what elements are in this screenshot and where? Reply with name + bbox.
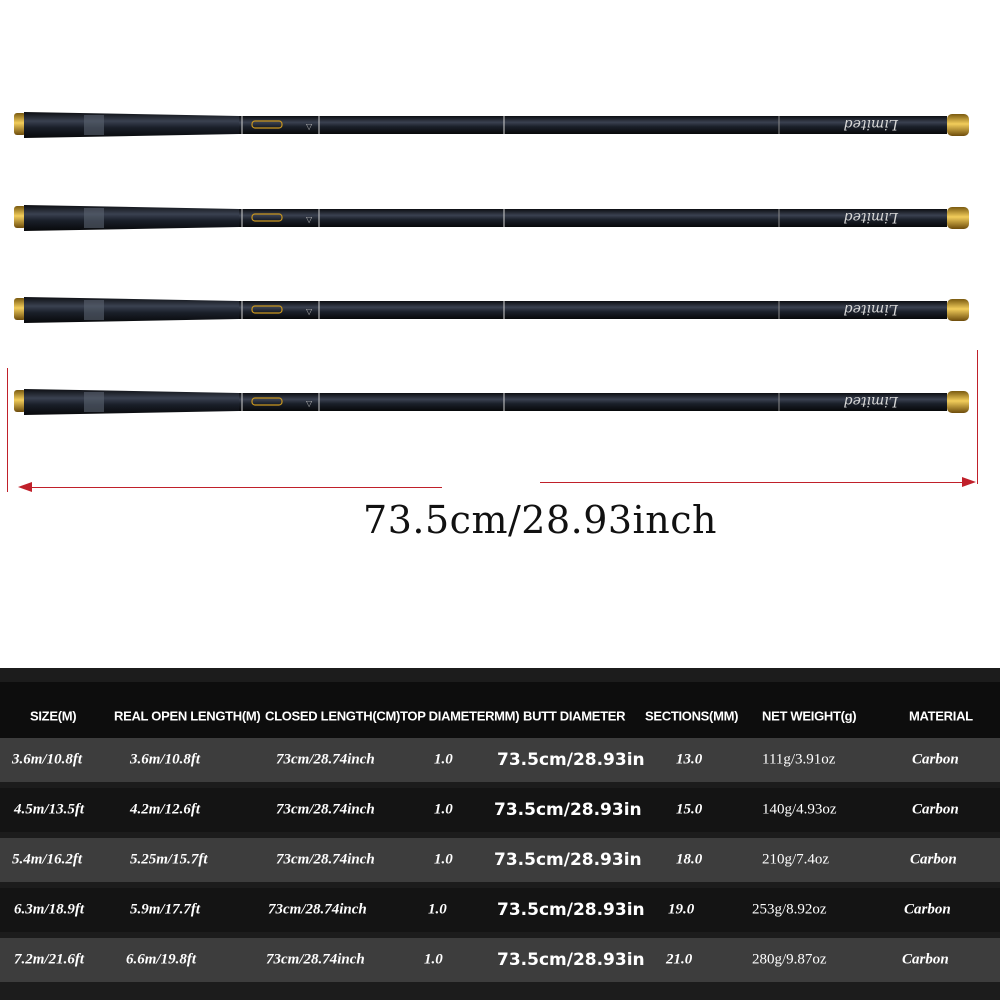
cell-butt-diameter: 73.5cm/28.93in: [497, 950, 645, 970]
rod-illustration: [0, 0, 1000, 480]
cell-closed-length: 73cm/28.74inch: [276, 801, 375, 818]
cell-open-length: 4.2m/12.6ft: [130, 801, 200, 818]
header-net-weight: NET WEIGHT(g): [762, 708, 857, 724]
cell-sections: 21.0: [666, 951, 693, 968]
cell-net-weight: 111g/3.91oz: [762, 751, 836, 768]
measure-line-right: [540, 482, 968, 483]
measure-tick-right: [977, 350, 978, 484]
cell-closed-length: 73cm/28.74inch: [266, 951, 365, 968]
cell-sections: 18.0: [676, 851, 703, 868]
cell-material: Carbon: [910, 851, 957, 868]
cell-material: Carbon: [904, 901, 951, 918]
cell-material: Carbon: [912, 751, 959, 768]
measure-tick-left: [7, 368, 8, 492]
cell-material: Carbon: [902, 951, 949, 968]
cell-butt-diameter: 73.5cm/28.93in: [497, 750, 645, 770]
header-top-diameter: TOP DIAMETERMM): [400, 708, 520, 724]
cell-size: 5.4m/16.2ft: [12, 851, 82, 868]
cell-top-diameter: 1.0: [434, 801, 453, 818]
table-row: [0, 788, 1000, 832]
svg-text:▽: ▽: [306, 399, 313, 408]
tip-cap: [947, 391, 969, 413]
cell-open-length: 3.6m/10.8ft: [130, 751, 200, 768]
header-size: SIZE(M): [30, 708, 77, 724]
cell-net-weight: 140g/4.93oz: [762, 801, 837, 818]
tip-cap: [947, 299, 969, 321]
fishing-rod-image: [14, 387, 972, 417]
cell-size: 6.3m/18.9ft: [14, 901, 84, 918]
cell-closed-length: 73cm/28.74inch: [276, 851, 375, 868]
cell-open-length: 6.6m/19.8ft: [126, 951, 196, 968]
fishing-rod-image: [14, 203, 972, 233]
spec-table-header: [0, 682, 1000, 742]
cell-closed-length: 73cm/28.74inch: [276, 751, 375, 768]
svg-text:▽: ▽: [306, 307, 313, 316]
rod-label: Limited: [843, 301, 898, 317]
cell-sections: 13.0: [676, 751, 703, 768]
cell-butt-diameter: 73.5cm/28.93in: [494, 850, 642, 870]
cell-closed-length: 73cm/28.74inch: [268, 901, 367, 918]
cell-top-diameter: 1.0: [424, 951, 443, 968]
rod-label: Limited: [843, 116, 898, 132]
table-row: [0, 838, 1000, 882]
cell-top-diameter: 1.0: [428, 901, 447, 918]
header-closed-length: CLOSED LENGTH(CM): [265, 708, 400, 724]
cell-material: Carbon: [912, 801, 959, 818]
svg-text:▽: ▽: [306, 122, 313, 131]
cell-net-weight: 253g/8.92oz: [752, 901, 827, 918]
header-open-length: REAL OPEN LENGTH(M): [114, 708, 261, 724]
cell-size: 7.2m/21.6ft: [14, 951, 84, 968]
closed-length-caption: 73.5cm/28.93inch: [363, 498, 717, 542]
cell-butt-diameter: 73.5cm/28.93in: [494, 800, 642, 820]
cell-size: 4.5m/13.5ft: [14, 801, 84, 818]
arrow-left-icon: [18, 482, 32, 492]
header-material: MATERIAL: [909, 708, 973, 724]
header-butt-diameter: BUTT DIAMETER: [523, 708, 626, 724]
cell-size: 3.6m/10.8ft: [12, 751, 82, 768]
cell-net-weight: 210g/7.4oz: [762, 851, 830, 868]
rod-label: Limited: [843, 209, 898, 225]
spec-table: [0, 668, 1000, 1000]
table-row: [0, 888, 1000, 932]
svg-text:▽: ▽: [306, 215, 313, 224]
table-row: [0, 738, 1000, 782]
cell-open-length: 5.25m/15.7ft: [130, 851, 208, 868]
table-row: [0, 938, 1000, 982]
rod-label: Limited: [843, 393, 898, 409]
fishing-rod-image: [14, 110, 972, 140]
tip-cap: [947, 114, 969, 136]
arrow-right-icon: [962, 477, 976, 487]
cell-top-diameter: 1.0: [434, 851, 453, 868]
cell-sections: 15.0: [676, 801, 703, 818]
header-sections: SECTIONS(MM): [645, 708, 739, 724]
fishing-rod-image: [14, 295, 972, 325]
cell-butt-diameter: 73.5cm/28.93in: [497, 900, 645, 920]
cell-open-length: 5.9m/17.7ft: [130, 901, 200, 918]
cell-top-diameter: 1.0: [434, 751, 453, 768]
cell-sections: 19.0: [668, 901, 695, 918]
tip-cap: [947, 207, 969, 229]
cell-net-weight: 280g/9.87oz: [752, 951, 827, 968]
measure-line-left: [22, 487, 442, 488]
